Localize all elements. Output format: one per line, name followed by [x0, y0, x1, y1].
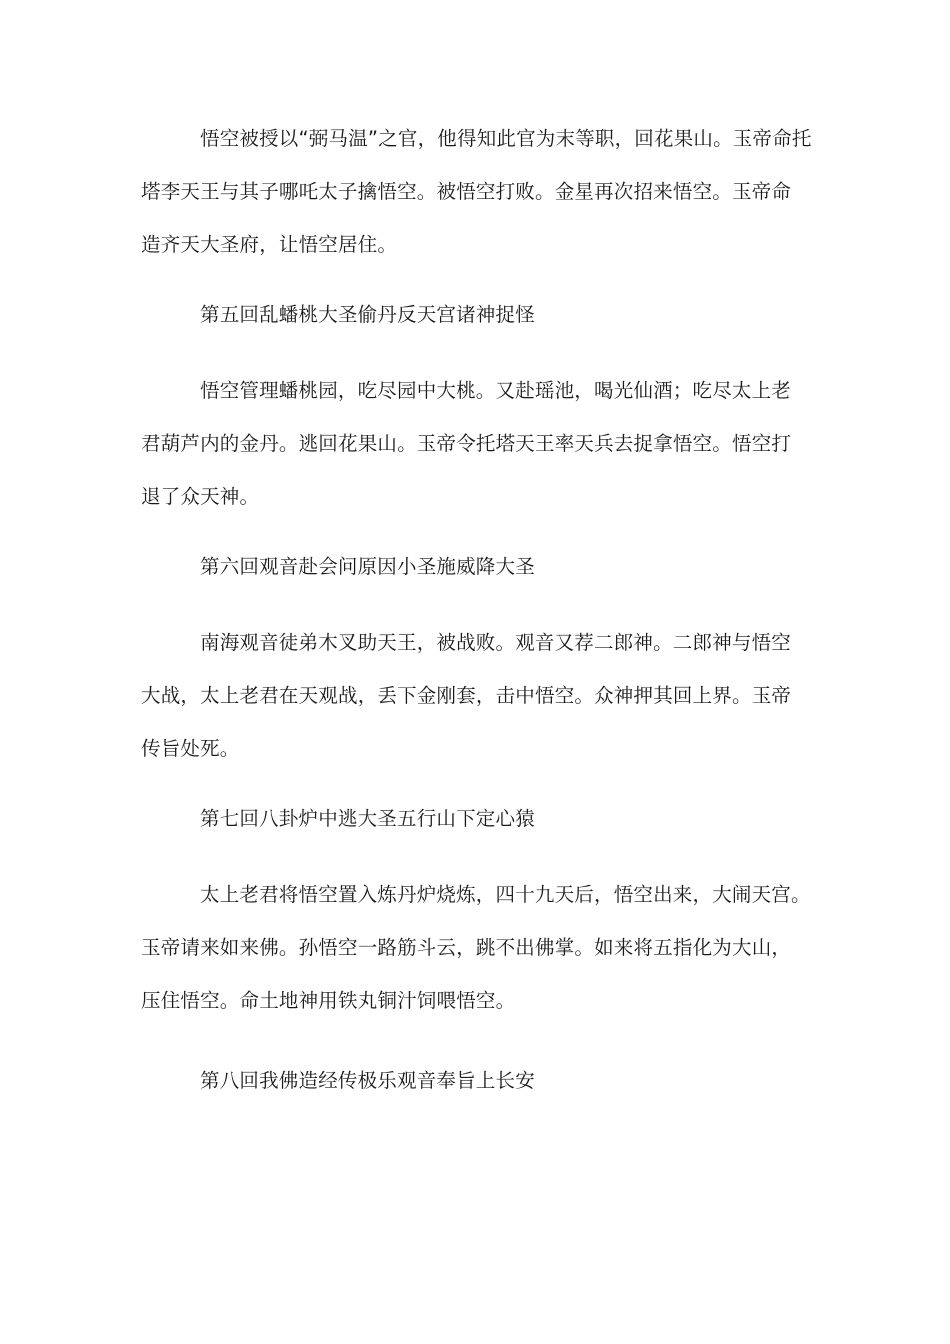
paragraph-line: 太上老君将悟空置入炼丹炉烧炼，四十九天后，悟空出来，大闹天宫。 — [200, 883, 811, 906]
paragraph-2 — [141, 364, 831, 523]
paragraph-line: 造齐天大圣府，让悟空居住。 — [141, 233, 398, 256]
paragraph-line: 塔李天王与其子哪吒太子擒悟空。被悟空打败。金星再次招来悟空。玉帝命 — [141, 180, 792, 203]
paragraph-line: 退了众天神。 — [141, 485, 260, 508]
chapter-heading-7: 第七回八卦炉中逃大圣五行山下定心猿 — [200, 807, 535, 830]
paragraph-line: 玉帝请来如来佛。孙悟空一路筋斗云，跳不出佛掌。如来将五指化为大山， — [141, 936, 792, 959]
paragraph-4 — [141, 868, 831, 1027]
paragraph-line: 悟空被授以“弼马温”之官，他得知此官为末等职，回花果山。玉帝命托 — [200, 127, 812, 150]
paragraph-line: 悟空管理蟠桃园，吃尽园中大桃。又赴瑶池，喝光仙酒；吃尽太上老 — [200, 379, 792, 402]
paragraph-line: 压住悟空。命土地神用铁丸铜汁饲喂悟空。 — [141, 989, 516, 1012]
chapter-heading-5: 第五回乱蟠桃大圣偷丹反天宫诸神捉怪 — [200, 303, 535, 326]
paragraph-line: 传旨处死。 — [141, 737, 240, 760]
paragraph-line: 大战，太上老君在天观战，丢下金刚套，击中悟空。众神押其回上界。玉帝 — [141, 684, 792, 707]
paragraph-1 — [141, 112, 831, 271]
chapter-heading-8: 第八回我佛造经传极乐观音奉旨上长安 — [200, 1069, 535, 1092]
paragraph-line: 南海观音徒弟木叉助天王，被战败。观音又荐二郎神。二郎神与悟空 — [200, 631, 792, 654]
chapter-heading-6: 第六回观音赴会问原因小圣施威降大圣 — [200, 555, 535, 578]
paragraph-line: 君葫芦内的金丹。逃回花果山。玉帝令托塔天王率天兵去捉拿悟空。悟空打 — [141, 432, 792, 455]
paragraph-3 — [141, 616, 831, 775]
